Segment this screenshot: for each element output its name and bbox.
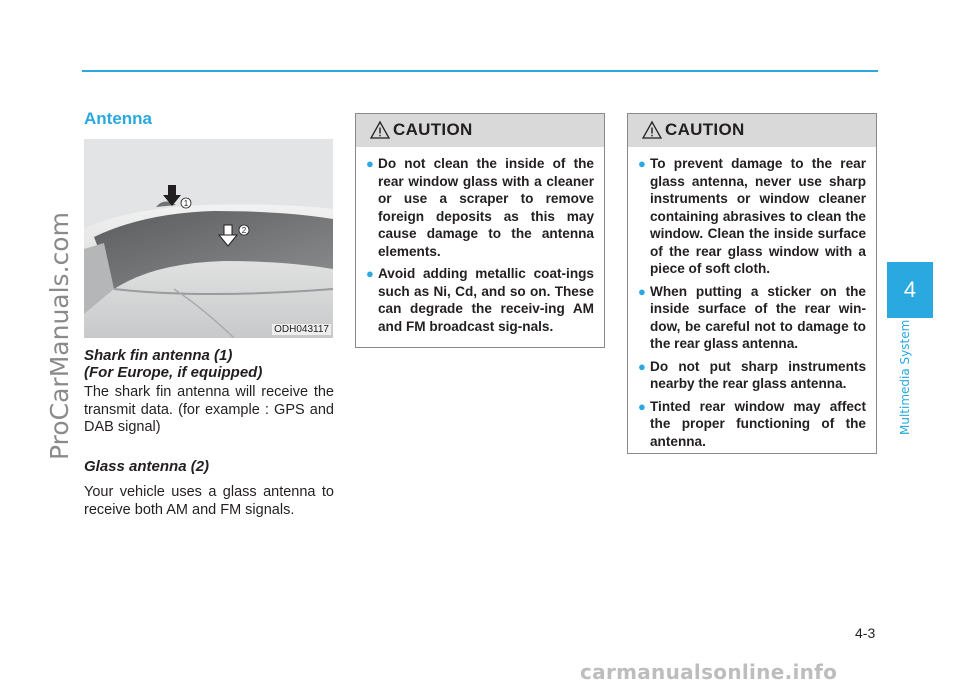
shark-fin-heading-line2: (For Europe, if equipped) xyxy=(84,364,263,381)
caution-label: CAUTION xyxy=(665,120,745,139)
caution-header xyxy=(628,114,876,147)
chapter-name-label: Multimedia System xyxy=(898,319,912,435)
side-watermark: ProCarManuals.com xyxy=(45,212,74,460)
caution-header xyxy=(356,114,604,147)
chapter-tab: 4 xyxy=(887,262,933,318)
antenna-photo xyxy=(84,139,333,338)
callout-1: 1 xyxy=(183,199,189,208)
warning-icon xyxy=(642,120,662,140)
shark-fin-heading-line1: Shark fin antenna (1) xyxy=(84,347,233,364)
caution-item: ● Do not clean the inside of the rear window glass with a cleaner or use a scraper to remove foreign deposits as this may cause damage to the antenna elements. xyxy=(366,156,594,259)
caution-item: ● Tinted rear window may affect the proper functioning of the antenna. xyxy=(638,398,866,449)
caution-list xyxy=(356,147,604,335)
car-rear-illustration xyxy=(84,139,333,338)
bottom-watermark: carmanualsonline.info xyxy=(580,660,838,684)
caution-list xyxy=(628,147,876,450)
glass-antenna-text: Your vehicle uses a glass antenna to receive both AM and FM signals. xyxy=(84,484,334,518)
section-title: Antenna xyxy=(84,109,152,128)
caution-box-2 xyxy=(627,113,877,454)
photo-code: ODH043117 xyxy=(274,324,329,335)
caution-item: ● When putting a sticker on the inside surface of the rear win-dow, be careful not to damage to the rear glass antenna. xyxy=(638,283,866,351)
top-rule xyxy=(82,70,878,72)
glass-antenna-heading: Glass antenna (2) xyxy=(84,458,210,475)
shark-fin-text: The shark fin antenna will receive the transmit data. (for example : GPS and DAB signal) xyxy=(84,384,334,435)
caution-item: ● To prevent damage to the rear glass antenna, never use sharp instruments or window cleaner containing abrasives to clean the window. Clean the inside surface of the rear glass window with a piece of soft cloth. xyxy=(638,156,866,276)
page-number: 4-3 xyxy=(855,625,876,641)
caution-item: ● Do not put sharp instruments nearby the rear glass antenna. xyxy=(638,358,866,391)
shark-fin-heading xyxy=(84,347,262,381)
callout-2: 2 xyxy=(241,226,247,235)
caution-box-1 xyxy=(355,113,605,348)
warning-icon xyxy=(370,120,390,140)
caution-label: CAUTION xyxy=(393,120,473,139)
chapter-name xyxy=(898,315,918,445)
caution-item: ● Avoid adding metallic coat-ings such as Ni, Cd, and so on. These can degrade the receiv-ing AM and FM broadcast sig-nals. xyxy=(366,266,594,334)
